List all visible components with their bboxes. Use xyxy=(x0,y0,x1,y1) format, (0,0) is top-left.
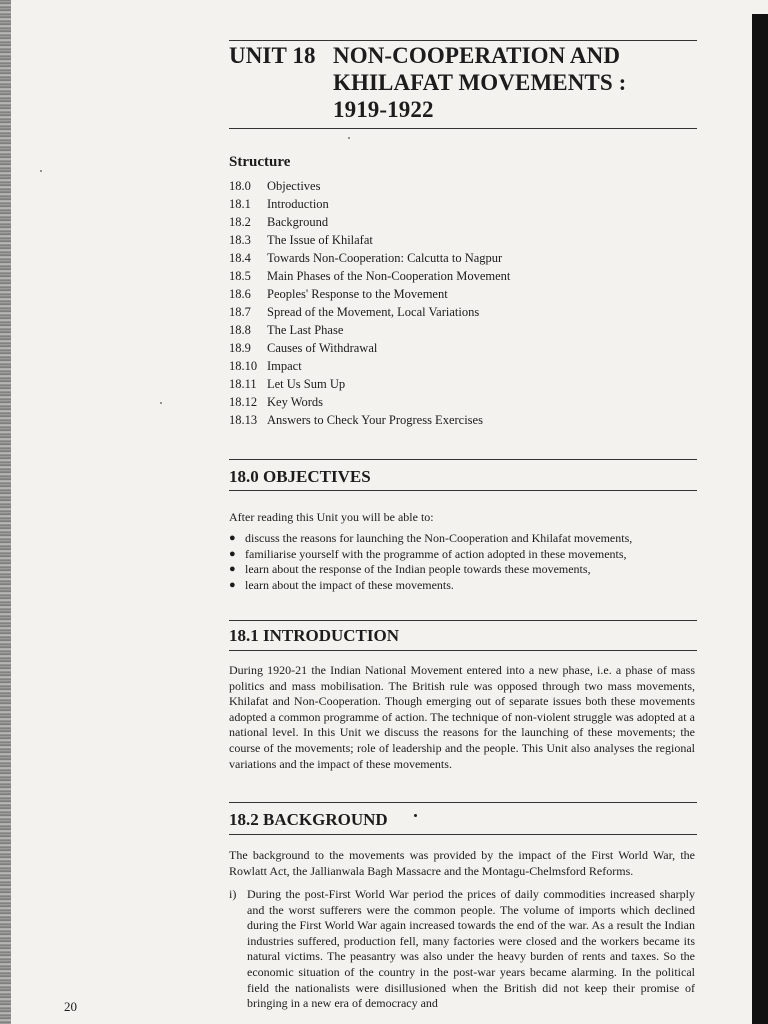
bullet-icon: ● xyxy=(229,532,236,544)
introduction-bottom-rule xyxy=(229,650,697,651)
scan-edge-right xyxy=(752,14,768,1024)
title-top-rule xyxy=(229,40,697,41)
toc-item-number: 18.4 xyxy=(229,251,251,265)
toc-item xyxy=(229,303,689,321)
toc-item xyxy=(229,339,689,357)
toc-item-number: 18.3 xyxy=(229,233,251,247)
introduction-top-rule xyxy=(229,620,697,621)
objectives-bottom-rule xyxy=(229,490,697,491)
toc-item-label: Answers to Check Your Progress Exercises xyxy=(267,413,483,427)
toc-item xyxy=(229,267,689,285)
toc-item-number: 18.11 xyxy=(229,377,257,391)
objectives-intro: After reading this Unit you will be able to: xyxy=(229,510,434,524)
bullet-icon: ● xyxy=(229,547,236,560)
objective-text: learn about the response of the Indian people towards these movements, xyxy=(245,562,591,577)
toc-item-label: The Issue of Khilafat xyxy=(267,233,373,247)
toc-item-number: 18.2 xyxy=(229,215,251,229)
toc-item-label: Objectives xyxy=(267,179,321,193)
objective-text: familiarise yourself with the programme of action adopted in these movements, xyxy=(245,546,627,561)
toc-item-number: 18.1 xyxy=(229,197,251,211)
toc-item-number: 18.5 xyxy=(229,269,251,283)
toc-item-number: 18.9 xyxy=(229,341,251,355)
list-item-marker: i) xyxy=(229,887,237,901)
toc-item xyxy=(229,213,689,231)
objectives-top-rule xyxy=(229,459,697,460)
toc-item-number: 18.6 xyxy=(229,287,251,301)
toc-item-label: Peoples' Response to the Movement xyxy=(267,287,448,301)
toc-item-number: 18.8 xyxy=(229,323,251,337)
scan-speck xyxy=(414,814,417,817)
background-bottom-rule xyxy=(229,834,697,835)
structure-heading: Structure xyxy=(229,154,291,170)
objective-item xyxy=(229,578,695,594)
toc-item xyxy=(229,411,689,429)
scan-speck xyxy=(40,170,42,172)
toc-item-number: 18.7 xyxy=(229,305,251,319)
background-heading: 18.2 BACKGROUND xyxy=(229,810,388,829)
unit-title-line-3: 1919-1922 xyxy=(333,97,434,122)
unit-title-line-2: KHILAFAT MOVEMENTS : xyxy=(333,70,627,95)
toc-item xyxy=(229,375,689,393)
toc-item xyxy=(229,177,689,195)
toc-item xyxy=(229,357,689,375)
objectives-heading: 18.0 OBJECTIVES xyxy=(229,467,371,486)
introduction-heading: 18.1 INTRODUCTION xyxy=(229,626,400,645)
bullet-icon: ● xyxy=(229,578,236,591)
toc-item-label: The Last Phase xyxy=(267,323,344,337)
toc-item-label: Main Phases of the Non-Cooperation Movement xyxy=(267,269,511,283)
objective-item xyxy=(229,547,695,563)
toc-item xyxy=(229,231,689,249)
list-item-text: During the post-First World War period the prices of daily commodities increased sharply and the worst sufferers were the common people. The volume of imports which declined during the First World War again increased towards the end of the war. As a result the Indian industries suffered, production fell, many factories were closed and the workers became its natural victims. The peasantry was also under the heavy burden of rents and taxes. So the economic situation of the country in the post-war years became alarming. In the political field the nationalists were disillusioned when the British did not keep their promise of bringing in a new era of democracy and xyxy=(247,887,695,1011)
toc-item-number: 18.13 xyxy=(229,413,258,427)
scan-speck xyxy=(348,137,350,139)
toc-item-number: 18.10 xyxy=(229,359,258,373)
toc-item-label: Let Us Sum Up xyxy=(267,377,346,391)
toc-item-label: Impact xyxy=(267,359,302,373)
title-bottom-rule xyxy=(229,128,697,129)
toc-item-label: Background xyxy=(267,215,329,229)
bullet-icon: ● xyxy=(229,563,236,576)
objective-text: discuss the reasons for launching the Non-Cooperation and Khilafat movements, xyxy=(245,531,633,545)
toc-item-label: Key Words xyxy=(267,395,324,409)
unit-number: UNIT 18 xyxy=(229,43,316,68)
background-top-rule xyxy=(229,802,697,803)
toc-item-label: Causes of Withdrawal xyxy=(267,341,378,355)
toc-item-label: Spread of the Movement, Local Variations xyxy=(267,305,480,319)
scan-edge-left xyxy=(0,0,11,1024)
objective-text: learn about the impact of these movements. xyxy=(245,577,454,592)
toc-item-label: Towards Non-Cooperation: Calcutta to Nagpur xyxy=(267,251,503,265)
toc-item-number: 18.0 xyxy=(229,179,251,193)
toc-item xyxy=(229,249,689,267)
toc-item-number: 18.12 xyxy=(229,395,258,409)
background-paragraph: The background to the movements was provided by the impact of the First World War, the Rowlatt Act, the Jallianwala Bagh Massacre and the Montagu-Chelmsford Reforms. xyxy=(229,848,695,878)
toc-item xyxy=(229,393,689,411)
scan-speck xyxy=(160,402,162,404)
toc-item xyxy=(229,195,689,213)
page-number: 20 xyxy=(64,999,77,1014)
toc-item-label: Introduction xyxy=(267,197,329,211)
unit-title-line-1: NON-COOPERATION AND xyxy=(333,43,621,68)
objective-item xyxy=(229,531,695,547)
toc-item xyxy=(229,321,689,339)
toc-item xyxy=(229,285,689,303)
introduction-paragraph: During 1920-21 the Indian National Movement entered into a new phase, i.e. a phase of mass politics and mass mobilisation. The British rule was opposed through two mass movements, Khilafat and Non-Cooperation. Though emerging out of separate issues both these movements adopted a common programme of action. The technique of non-violent struggle was adopted at a national level. In this Unit we discuss the reasons for the launching of these movements; the course of the movements; role of leadership and the people. This Unit also analyses the regional variations and the impact of these movements. xyxy=(229,663,695,771)
objectives-list xyxy=(229,531,695,593)
table-of-contents xyxy=(229,177,689,429)
unit-title-text xyxy=(333,42,713,123)
objective-item xyxy=(229,562,695,578)
